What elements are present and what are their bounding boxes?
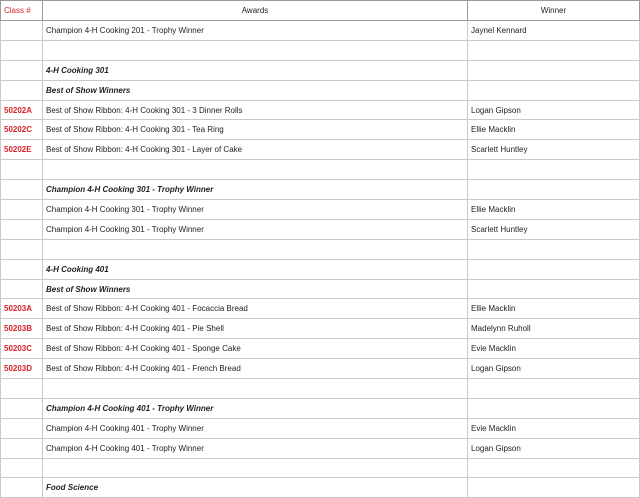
section-header-row <box>1 80 640 100</box>
award-cell: Best of Show Winners <box>43 80 468 100</box>
class-number-cell: 50202C <box>1 120 43 140</box>
winner-cell <box>468 180 640 200</box>
class-number-cell <box>1 160 43 180</box>
winner-cell: Ellie Macklin <box>468 120 640 140</box>
section-header-row <box>1 60 640 80</box>
class-number-cell: 50203C <box>1 339 43 359</box>
award-cell: Champion 4-H Cooking 301 - Trophy Winner <box>43 200 468 220</box>
award-cell: Best of Show Ribbon: 4-H Cooking 401 - Sponge Cake <box>43 339 468 359</box>
award-cell: Best of Show Winners <box>43 279 468 299</box>
class-number-cell <box>1 200 43 220</box>
table-row <box>1 299 640 319</box>
winner-cell: Logan Gipson <box>468 100 640 120</box>
winner-cell <box>468 259 640 279</box>
class-number-cell <box>1 279 43 299</box>
winner-cell: Scarlett Huntley <box>468 140 640 160</box>
winner-cell: Jaynel Kennard <box>468 21 640 41</box>
winner-cell: Logan Gipson <box>468 359 640 379</box>
winner-cell: Logan Gipson <box>468 438 640 458</box>
awards-header: Awards <box>43 1 468 21</box>
winner-cell <box>468 458 640 478</box>
table-row <box>1 100 640 120</box>
section-header-row <box>1 180 640 200</box>
award-cell: Champion 4-H Cooking 401 - Trophy Winner <box>43 438 468 458</box>
table-row <box>1 21 640 41</box>
winner-cell <box>468 60 640 80</box>
award-cell: Champion 4-H Cooking 301 - Trophy Winner <box>43 219 468 239</box>
table-row <box>1 339 640 359</box>
winner-cell: Ellie Macklin <box>468 200 640 220</box>
winner-cell <box>468 279 640 299</box>
award-cell <box>43 160 468 180</box>
class-number-header: Class # <box>1 1 43 21</box>
winner-cell: Ellie Macklin <box>468 299 640 319</box>
class-number-cell <box>1 398 43 418</box>
award-cell <box>43 458 468 478</box>
spacer-row <box>1 160 640 180</box>
table-row <box>1 140 640 160</box>
class-number-cell <box>1 60 43 80</box>
award-cell: Best of Show Ribbon: 4-H Cooking 301 - Tea Ring <box>43 120 468 140</box>
table-row <box>1 200 640 220</box>
table-row <box>1 219 640 239</box>
class-number-cell <box>1 219 43 239</box>
class-number-cell: 50203A <box>1 299 43 319</box>
winner-cell: Evie Macklin <box>468 418 640 438</box>
header-row <box>1 1 640 21</box>
class-number-cell <box>1 458 43 478</box>
winner-cell <box>468 80 640 100</box>
award-cell: Best of Show Ribbon: 4-H Cooking 401 - French Bread <box>43 359 468 379</box>
award-cell: 4-H Cooking 301 <box>43 60 468 80</box>
winner-cell <box>468 239 640 259</box>
class-number-cell <box>1 259 43 279</box>
class-number-cell <box>1 21 43 41</box>
winner-cell: Scarlett Huntley <box>468 219 640 239</box>
award-cell: Champion 4-H Cooking 401 - Trophy Winner <box>43 398 468 418</box>
winner-cell <box>468 379 640 399</box>
spacer-row <box>1 40 640 60</box>
class-number-cell <box>1 379 43 399</box>
spacer-row <box>1 379 640 399</box>
class-number-cell <box>1 40 43 60</box>
table-row <box>1 120 640 140</box>
class-number-cell: 50202A <box>1 100 43 120</box>
class-number-cell <box>1 438 43 458</box>
winner-cell <box>468 478 640 498</box>
winner-cell <box>468 398 640 418</box>
class-number-cell <box>1 478 43 498</box>
class-number-cell <box>1 418 43 438</box>
class-number-cell: 50202E <box>1 140 43 160</box>
spacer-row <box>1 458 640 478</box>
award-cell: Champion 4-H Cooking 401 - Trophy Winner <box>43 418 468 438</box>
table-row <box>1 418 640 438</box>
award-cell: Best of Show Ribbon: 4-H Cooking 301 - 3 Dinner Rolls <box>43 100 468 120</box>
award-cell: Champion 4-H Cooking 201 - Trophy Winner <box>43 21 468 41</box>
award-cell: Best of Show Ribbon: 4-H Cooking 401 - Focaccia Bread <box>43 299 468 319</box>
spacer-row <box>1 239 640 259</box>
award-cell: Champion 4-H Cooking 301 - Trophy Winner <box>43 180 468 200</box>
winner-cell: Evie Macklin <box>468 339 640 359</box>
winner-cell <box>468 40 640 60</box>
table-row <box>1 359 640 379</box>
award-cell: Food Science <box>43 478 468 498</box>
section-header-row <box>1 279 640 299</box>
table-row <box>1 438 640 458</box>
class-number-cell <box>1 180 43 200</box>
award-cell <box>43 239 468 259</box>
class-number-cell <box>1 239 43 259</box>
section-header-row <box>1 398 640 418</box>
award-cell: 4-H Cooking 401 <box>43 259 468 279</box>
award-cell: Best of Show Ribbon: 4-H Cooking 301 - Layer of Cake <box>43 140 468 160</box>
award-cell <box>43 40 468 60</box>
class-number-cell <box>1 80 43 100</box>
winner-cell <box>468 160 640 180</box>
award-cell <box>43 379 468 399</box>
table-row <box>1 319 640 339</box>
class-number-cell: 50203D <box>1 359 43 379</box>
winner-cell: Madelynn Ruholl <box>468 319 640 339</box>
class-number-cell: 50203B <box>1 319 43 339</box>
section-header-row <box>1 478 640 498</box>
award-cell: Best of Show Ribbon: 4-H Cooking 401 - Pie Shell <box>43 319 468 339</box>
winner-header: Winner <box>468 1 640 21</box>
section-header-row <box>1 259 640 279</box>
